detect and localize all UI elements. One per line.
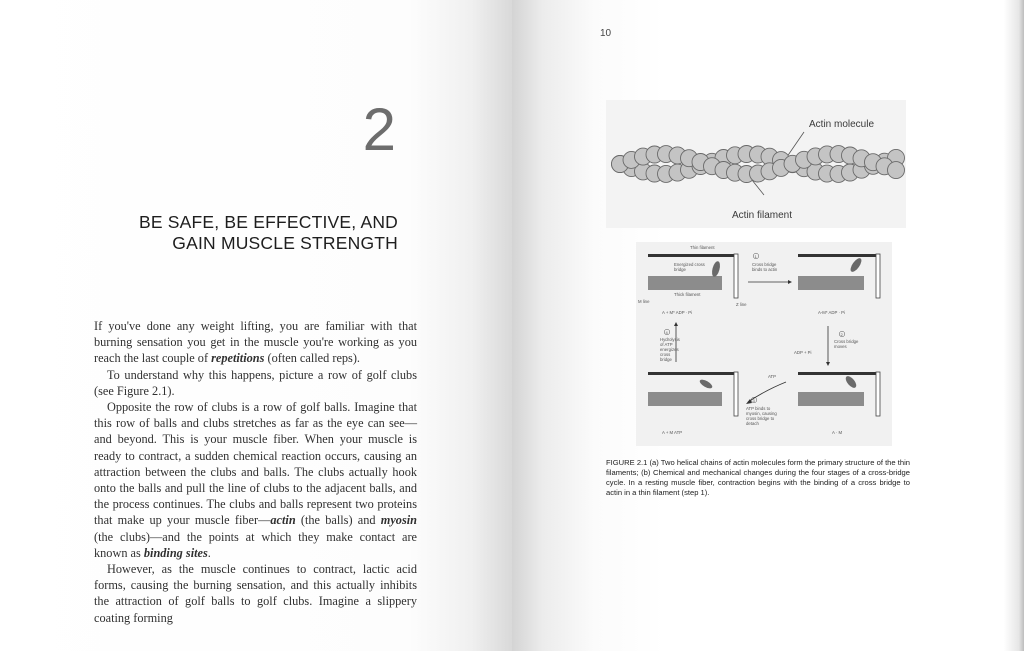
text-run: (the balls) and (295, 513, 381, 528)
figure-actin-molecule (606, 100, 906, 228)
chapter-title-line-2: GAIN MUSCLE STRENGTH (172, 233, 398, 253)
thick-filament-bar-3 (648, 392, 722, 406)
equation-bottom-left: A + M ATP (662, 430, 683, 435)
chapter-title-line-1: BE SAFE, BE EFFECTIVE, AND (138, 212, 398, 232)
actin-filament-label: Actin filament (732, 210, 793, 221)
term-binding-sites: binding sites (143, 545, 208, 560)
energized-cross-bridge (711, 260, 722, 277)
equation-top-right: A-M* ADP · Pi (818, 310, 845, 315)
term-actin: actin (270, 513, 296, 528)
text-run: (the clubs)—and the points at which they make contact are known as (94, 529, 417, 560)
thin-filament-bar-4 (798, 372, 876, 375)
step-2-text: Cross bridge moves (834, 339, 859, 349)
step-4-number: 4 (665, 329, 668, 335)
thick-filament-label: Thick filament (674, 292, 701, 297)
term-repetitions: repetitions (211, 351, 265, 366)
paragraph-1 (94, 318, 417, 367)
equation-bottom-right: A · M (832, 430, 843, 435)
chapter-number: 2 (362, 96, 396, 163)
step-2-number: 2 (840, 331, 843, 337)
thick-filament-bar-2 (798, 276, 864, 290)
thin-filament-bar (648, 254, 734, 257)
figure-caption: FIGURE 2.1 (a) Two helical chains of actin molecules form the primary structure of the thin filaments; (b) Chemical and mechanical changes during the four stages of a cross-bridge cycle. In a resting muscle fiber, contraction begins with the binding of a cross bridge to actin in a thin filament (step 1). (606, 458, 910, 497)
m-line-label: M line (638, 299, 650, 304)
text-run: (often called reps). (264, 351, 361, 366)
atp-label: ATP (768, 374, 777, 379)
step-1-number: 1 (754, 253, 757, 259)
term-myosin: myosin (380, 513, 417, 528)
equation-top-left: A + M* ADP · Pi (662, 310, 693, 315)
text-run: Opposite the row of clubs is a row of golf balls. Imagine that this row of balls and clubs stretches as far as the eye can see—and beyond. This is your muscle fiber. When your muscle is ready to contract, a sudden chemical reaction occurs, causing an attraction between the clubs and balls. The clubs actually hook onto the balls and pull the line of clubs to the adjacent balls, and the process continues. The clubs and balls represent two proteins that make up your muscle fiber— (94, 400, 417, 528)
thin-filament-label: Thin filament (690, 245, 715, 250)
page-number: 10 (600, 28, 612, 39)
step-3-text: ATP binds to myosin, causing cross bridge to detach (746, 406, 777, 426)
moved-cross-bridge (844, 374, 858, 389)
thin-filament-bar-2 (798, 254, 876, 257)
figure-cross-bridge-cycle (636, 242, 892, 446)
paragraph-4: However, as the muscle continues to contract, lactic acid forms, causing the burning sensation, and this actually inhibits the attraction of golf balls to golf clubs. Imagine a slippery coating forming (94, 562, 417, 625)
z-line-label: Z line (736, 302, 747, 307)
step-3-number: 3 (752, 397, 755, 403)
actin-molecule-label: Actin molecule (809, 119, 875, 130)
thin-filament-bar-3 (648, 372, 734, 375)
detached-cross-bridge (698, 378, 713, 390)
z-line-4 (876, 372, 880, 416)
equation-mid-right: ADP + Pi (794, 350, 812, 355)
z-line (734, 254, 738, 298)
bound-cross-bridge (849, 256, 864, 273)
body-text (94, 318, 417, 626)
z-line-3 (734, 372, 738, 416)
thick-filament-bar (648, 276, 722, 290)
actin-bead (888, 162, 905, 179)
step-4-text: Hydrolysis of ATP energizes cross bridge (660, 337, 680, 362)
thick-filament-bar-4 (798, 392, 864, 406)
arrowhead (674, 322, 678, 326)
arrowhead (826, 362, 830, 366)
arrowhead (788, 280, 792, 284)
text-run: If you've done any weight lifting, you are familiar with that burning sensation you get in the muscle you're working as you reach the last couple of (94, 319, 417, 366)
actin-beads (612, 146, 905, 183)
text-run: . (207, 545, 211, 560)
paragraph-2: To understand why this happens, picture a row of golf clubs (see Figure 2.1). (94, 367, 417, 398)
paragraph-3 (94, 399, 417, 561)
chapter-title (98, 212, 398, 254)
energized-label: Energized cross bridge (674, 262, 705, 272)
step-1-text: Cross bridge binds to actin (752, 262, 778, 272)
z-line-2 (876, 254, 880, 298)
right-page (512, 0, 1024, 651)
